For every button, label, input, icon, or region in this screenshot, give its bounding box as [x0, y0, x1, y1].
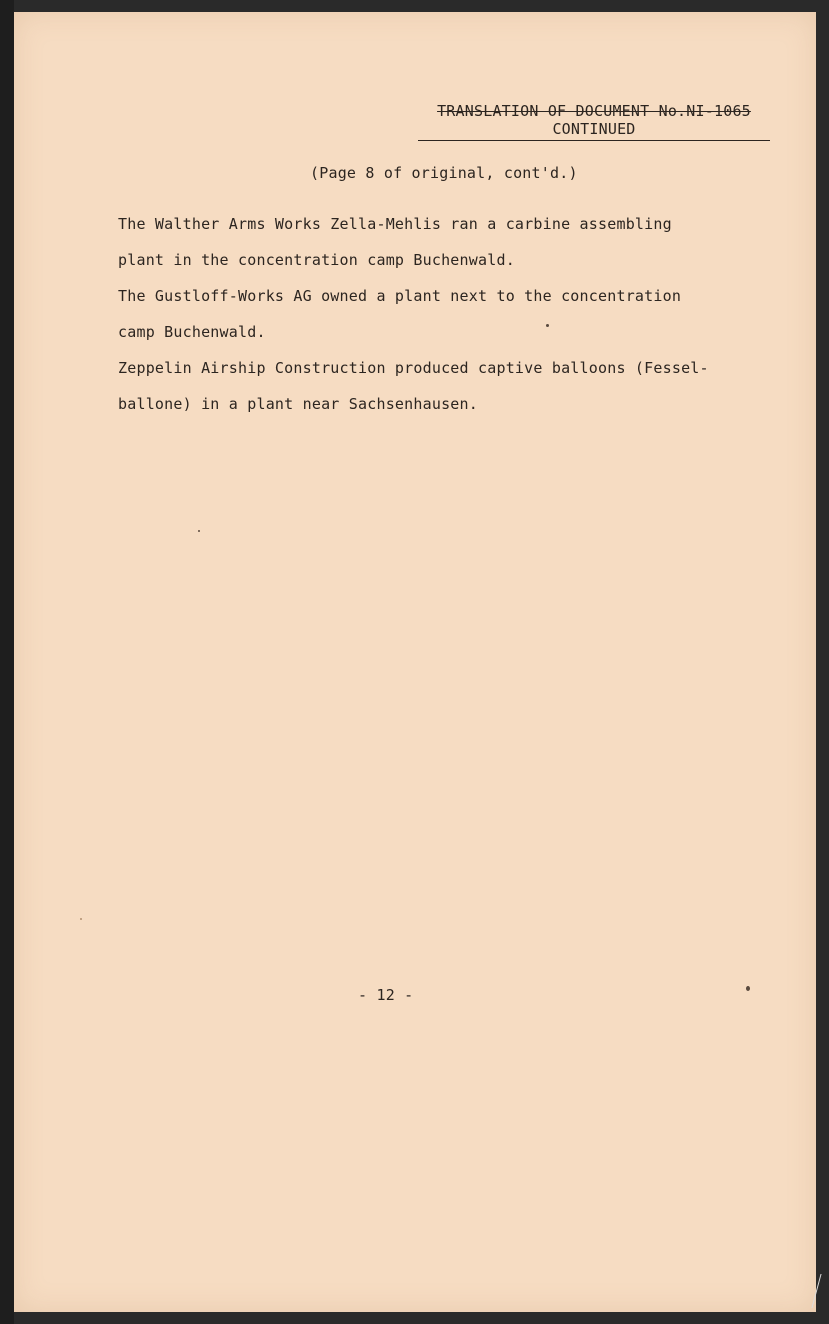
document-title: TRANSLATION OF DOCUMENT No.NI-1065 — [437, 102, 751, 120]
document-page — [14, 12, 816, 1312]
paragraph-line: ballone) in a plant near Sachsenhausen. — [118, 395, 478, 413]
scan-background — [0, 0, 14, 1324]
page-reference-note: (Page 8 of original, cont'd.) — [310, 164, 578, 182]
document-subtitle: CONTINUED — [418, 120, 770, 141]
paragraph-line: Zeppelin Airship Construction produced captive balloons (Fessel- — [118, 359, 709, 377]
ink-speck — [198, 530, 200, 532]
ink-speck — [80, 918, 82, 920]
paragraph-line: The Gustloff-Works AG owned a plant next to the concentration — [118, 287, 682, 305]
document-header — [418, 102, 770, 141]
paragraph-gustloff — [118, 278, 768, 350]
ink-speck — [546, 324, 549, 327]
paragraph-line: plant in the concentration camp Buchenwald. — [118, 251, 515, 269]
page-number: - 12 - — [358, 986, 414, 1004]
ink-speck — [746, 986, 750, 991]
paragraph-walther — [118, 206, 768, 278]
paragraph-line: camp Buchenwald. — [118, 323, 266, 341]
paragraph-line: The Walther Arms Works Zella-Mehlis ran a carbine assembling — [118, 215, 672, 233]
paragraph-zeppelin — [118, 350, 768, 422]
